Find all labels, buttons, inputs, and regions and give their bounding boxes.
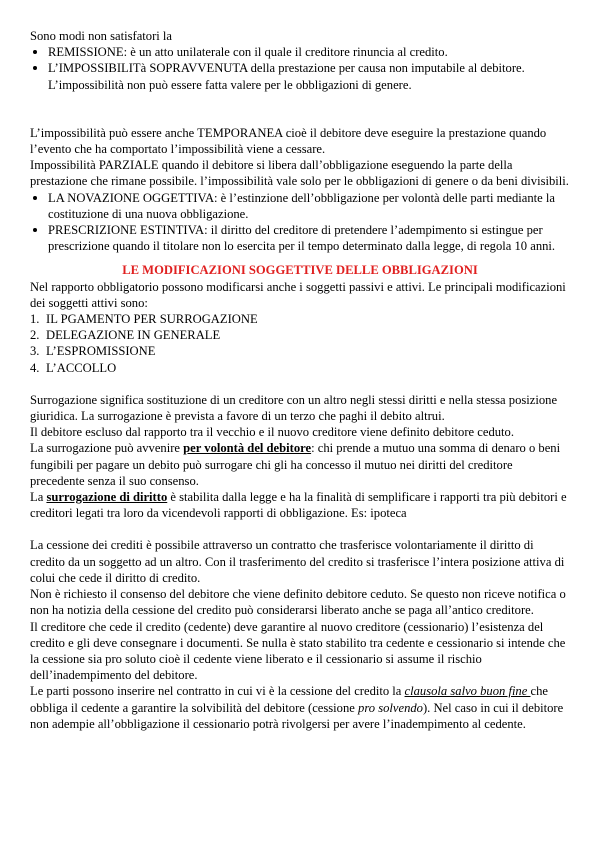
spacer	[30, 521, 570, 537]
bullet-list-2	[30, 190, 570, 255]
item-text: IL PGAMENTO PER SURROGAZIONE	[46, 312, 258, 327]
text-run: La surrogazione può avvenire	[30, 441, 184, 456]
text-run: La	[30, 490, 47, 505]
item-number: 2.	[30, 328, 40, 343]
emphasis-pro-solvendo: pro solvendo	[358, 700, 423, 715]
numbered-item	[30, 311, 570, 327]
text-run: : chi prende a mutuo una somma di denaro o beni fungibili per pagare un debito può surrogare chi gli ha concesso il mutuo nei diritti del creditore precedente senza il suo consenso.	[30, 441, 561, 488]
text-run: ). Nel caso in cui il debitore non adempie all’obbligazione il cessionario potrà rivolgersi per avere l’inadempimento al cedente.	[30, 700, 564, 731]
paragraph-parziale: Impossibilità PARZIALE quando il debitore si libera dall’obbligazione eseguendo la parte della prestazione che rimane possibile. l’impossibilità vale solo per le obbligazioni di genere o da beni divisibili.	[30, 158, 569, 189]
item-number: 3.	[30, 344, 40, 359]
numbered-list	[30, 311, 570, 376]
paragraph-surrogazione-4	[30, 489, 570, 521]
paragraph-temporanea: L’impossibilità può essere anche TEMPORANEA cioè il debitore deve eseguire la prestazione quando l’evento che ha comportato l’impossibilità viene a cessare.	[30, 125, 547, 157]
item-text: DELEGAZIONE IN GENERALE	[46, 328, 221, 343]
bullet-list-1	[30, 44, 570, 93]
paragraph-cessione-4	[30, 683, 570, 732]
emphasis-surrogazione-diritto: surrogazione di diritto	[46, 490, 168, 505]
item-text: L’ACCOLLO	[46, 360, 117, 375]
spacer	[30, 254, 570, 262]
paragraph-surrogazione-2: Il debitore escluso dal rapporto tra il vecchio e il nuovo creditore viene definito debitore ceduto.	[30, 425, 514, 440]
text-run: Le parti possono inserire nel contratto in cui vi è la cessione del credito la	[30, 684, 405, 699]
spacer	[30, 93, 570, 125]
bullet-item: L’IMPOSSIBILITà SOPRAVVENUTA della prestazione per causa non imputabile al debitore. L’impossibilità non può essere fatta valere per le obbligazioni di genere.	[30, 60, 570, 92]
emphasis-clausola: clausola salvo buon fine	[404, 684, 531, 699]
paragraph-surrogazione-3	[30, 440, 570, 489]
bullet-item: PRESCRIZIONE ESTINTIVA: il diritto del creditore di pretendere l’adempimento si estingue per prescrizione quando il titolare non lo esercita per il tempo determinato dalla legge, di regola 10 anni.	[30, 222, 570, 254]
paragraph-cessione-2: Non è richiesto il consenso del debitore che viene definito debitore ceduto. Se questo non riceve notifica o non ha notizia della cessione del credito può considerarsi liberato anche se paga all’antico creditore.	[30, 587, 566, 618]
section-heading: LE MODIFICAZIONI SOGGETTIVE DELLE OBBLIGAZIONI	[122, 263, 478, 278]
text-run: che obbliga il cedente a garantire la solvibilità del debitore (cessione	[30, 684, 548, 715]
paragraph-surrogazione-1: Surrogazione significa sostituzione di un creditore con un altro negli stessi diritti e nella stessa posizione giuridica. La surrogazione è prevista a favore di un terzo che paghi il debito altrui.	[30, 392, 558, 424]
paragraph-cessione-3: Il creditore che cede il credito (cedente) deve garantire al nuovo creditore (cessionario) l’esistenza del credito e gli deve consegnare i documenti. Se nulla è stato stabilito tra cedente e cessionario si intende che la cessione sia pro soluto cioè il cedente viene liberato e il cessionario si assume il rischio dell’inadempimento del debitore.	[30, 619, 566, 683]
item-number: 4.	[30, 360, 40, 375]
paragraph-rapporto: Nel rapporto obbligatorio possono modificarsi anche i soggetti passivi e attivi. Le principali modificazioni dei soggetti attivi sono:	[30, 279, 566, 310]
spacer	[30, 376, 570, 392]
item-text: L’ESPROMISSIONE	[46, 344, 156, 359]
numbered-item	[30, 360, 570, 376]
document-page	[30, 28, 570, 732]
item-number: 1.	[30, 312, 40, 327]
paragraph-cessione-1: La cessione dei crediti è possibile attraverso un contratto che trasferisce volontariamente il diritto di credito da un soggetto ad un altro. Con il trasferimento del credito si trasferisce l’intera posizione attiva di colui che cede il diritto di credito.	[30, 538, 565, 585]
text-run: è stabilita dalla legge e ha la finalità di semplificare i rapporti tra più debitori e creditori legati tra loro da vicendevoli rapporti di obbligazione. Es: ipoteca	[30, 490, 567, 521]
bullet-item: REMISSIONE: è un atto unilaterale con il quale il creditore rinuncia al credito.	[30, 44, 570, 60]
bullet-item: LA NOVAZIONE OGGETTIVA: è l’estinzione dell’obbligazione per volontà delle parti mediante la costituzione di una nuova obbligazione.	[30, 190, 570, 222]
numbered-item	[30, 343, 570, 359]
numbered-item	[30, 327, 570, 343]
intro-line: Sono modi non satisfatori la	[30, 29, 173, 43]
emphasis-volonta-debitore: per volontà del debitore	[183, 441, 312, 456]
